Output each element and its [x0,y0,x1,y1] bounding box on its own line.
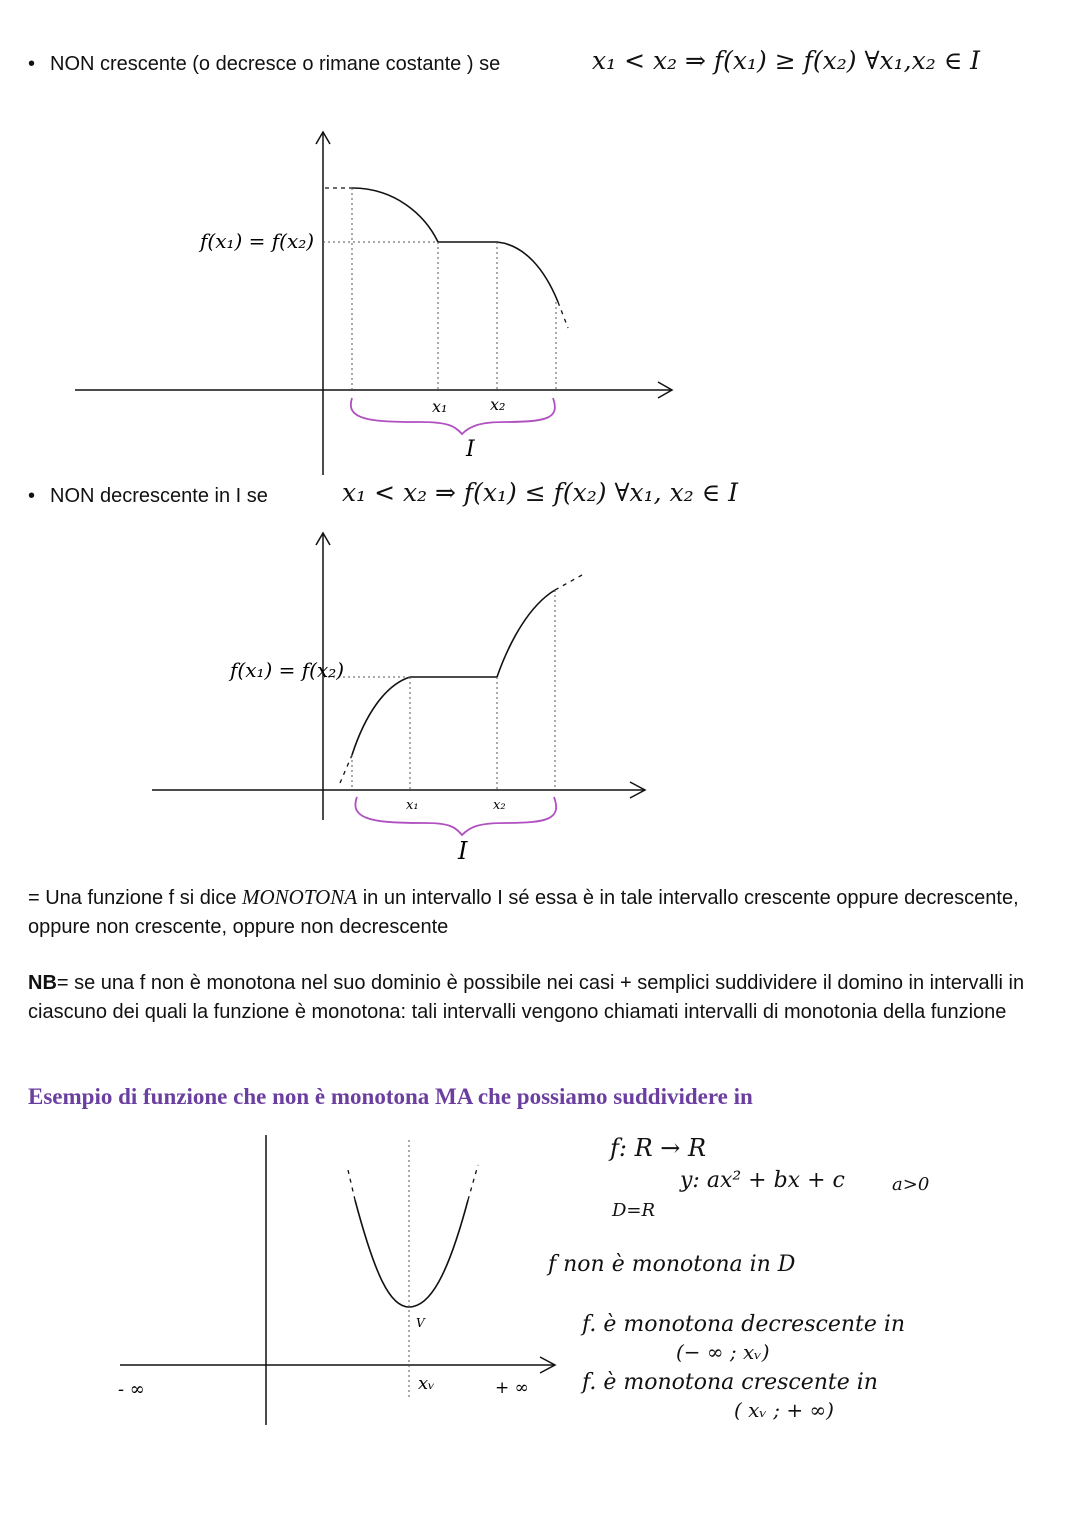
definition-suffix: in un intervallo I sé essa è in tale intervallo crescente oppure decrescente, oppure non crescente, oppure non decrescente [28,887,1019,938]
note-line-2: f. è monotona decrescente in [582,1312,906,1337]
note-text: = se una f non è monotona nel suo dominio è possibile nei casi + semplici suddividere il domino in intervalli in ciascuno dei quali la funzione è monotona: tali intervalli vengono chiamati intervalli di monotonia della funzione [28,972,1025,1023]
non-crescente-text: NON crescente (o decresce o rimane costante ) se [50,53,501,75]
definition-term: MONOTONA [242,885,358,909]
bullet-non-decrescente [28,484,268,508]
interval-brace [355,797,556,835]
function-map: f: R → R [610,1134,707,1162]
note-line-1: f non è monotona in D [548,1252,796,1277]
non-decrescente-formula: x₁ < x₂ ⇒ f(x₁) ≤ f(x₂) ∀x₁, x₂ ∈ I [342,478,738,507]
graph-non-decrescente [0,525,720,865]
x2-label: x₂ [490,395,506,414]
x1-label: x₁ [432,397,448,416]
right-infinity-label: + ∞ [495,1378,529,1398]
definition-paragraph [28,883,1038,942]
bullet-dot: • [28,485,36,507]
x2-label: x₂ [493,798,506,813]
xv-label: xᵥ [418,1373,435,1394]
interval-brace [351,398,555,434]
y-label: f(x₁) = f(x₂) [200,229,315,253]
function-condition: a>0 [892,1174,930,1195]
graph-non-crescente [0,120,720,480]
non-decrescente-text: NON decrescente in I se [50,485,268,507]
interval-label: I [458,837,468,865]
left-infinity-label: - ∞ [118,1379,145,1400]
vertex-label: V [416,1316,425,1330]
note-line-3b: ( xᵥ ; + ∞) [734,1398,834,1422]
non-crescente-formula: x₁ < x₂ ⇒ f(x₁) ≥ f(x₂) ∀x₁,x₂ ∈ I [592,46,981,75]
x1-label: x₁ [406,798,419,813]
note-line-2b: (− ∞ ; xᵥ) [676,1340,770,1364]
interval-label: I [466,437,475,462]
bullet-non-crescente [28,52,500,76]
function-domain: D=R [612,1200,656,1221]
note-line-3: f. è monotona crescente in [582,1370,878,1395]
note-label: NB [28,972,57,994]
definition-prefix: = Una funzione f si dice [28,887,243,909]
y-label: f(x₁) = f(x₂) [230,658,345,682]
note-paragraph [28,969,1038,1027]
function-equation: y: ax² + bx + c [680,1168,845,1193]
example-title: Esempio di funzione che non è monotona MA che possiamo suddividere in [28,1084,753,1109]
bullet-dot: • [28,53,36,75]
graph-parabola [0,1125,580,1435]
